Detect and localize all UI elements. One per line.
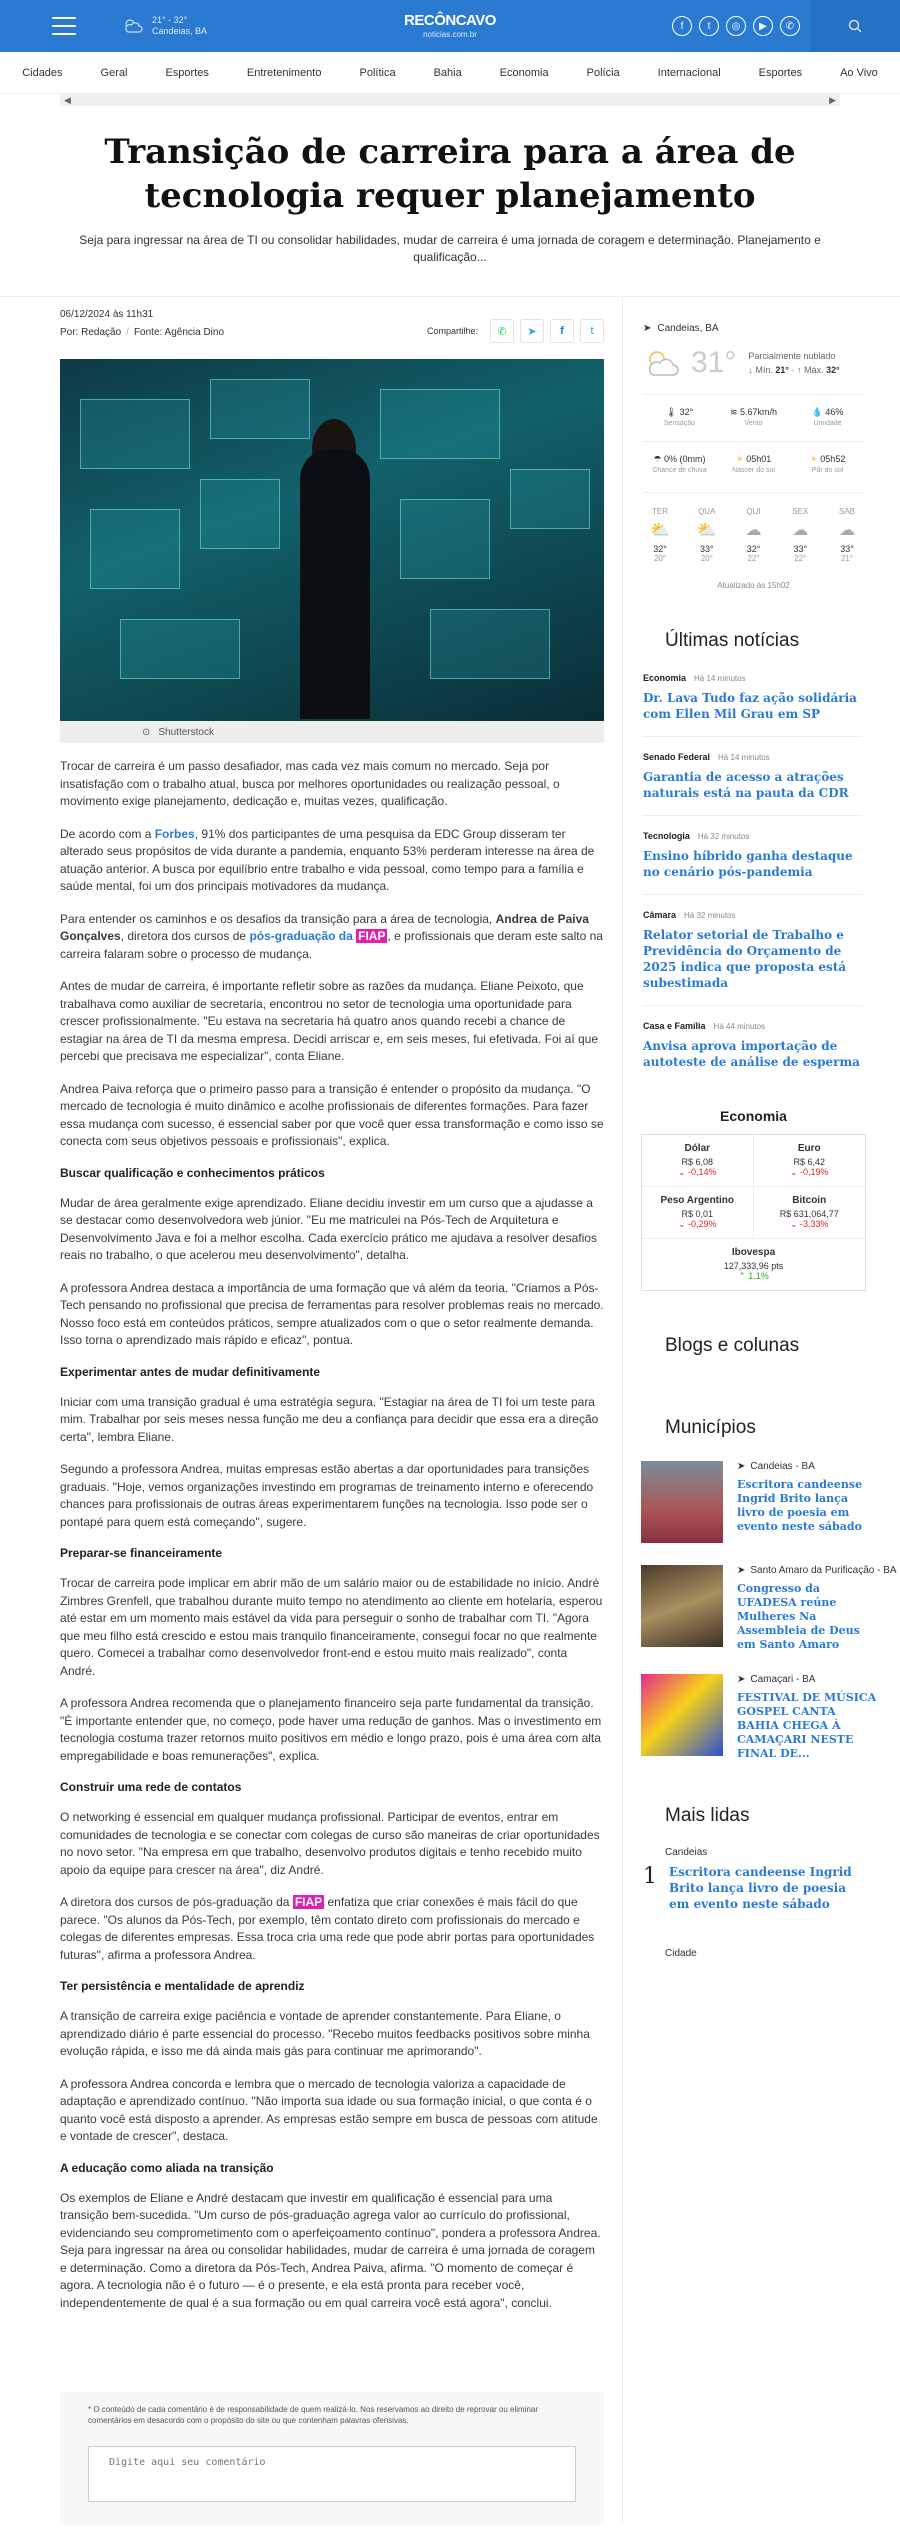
paragraph: De acordo com a Forbes, 91% dos participantes de uma pesquisa da EDC Group disseram ter alterado seus propósitos de vida durante a pandemia, enquanto 53% perderam interesse na área de atuação anterior. A busca por equilíbrio entre trabalho e vida pessoal, como tempo para a família e saúde mental, foi um dos principais motivadores da mudança. — [60, 826, 595, 893]
muni-thumb[interactable] — [641, 1461, 723, 1543]
cloud-sun-icon — [122, 18, 144, 34]
article-text — [60, 758, 604, 2312]
weather-widget — [623, 297, 900, 600]
economy-widget — [641, 1108, 866, 1291]
nav-item[interactable]: Internacional — [657, 66, 721, 79]
share-bar — [427, 319, 604, 343]
quote-ibovespa: Ibovespa 127,333,96 pts ⌃ 1.1% — [723, 1247, 784, 1281]
menu-icon[interactable] — [52, 17, 76, 35]
author-name: Redação — [81, 327, 122, 338]
section-heading: Construir uma rede de contatos — [60, 1780, 242, 1794]
news-item[interactable]: Economia Há 14 minutos Dr. Lava Tudo faz ação solidária com Ellen Mil Grau em SP — [643, 658, 862, 737]
nav-item[interactable]: Política — [359, 66, 396, 79]
paragraph: A professora Andrea destaca a importância de uma formação que vá além da teoria. "Criamos a Pós-Tech pensando no profissional que precisa de ferramentas para resolver problemas reais no mercado. Nosso foco está em conteúdos práticos, sempre atualizados com o que o setor realmente demanda. Isso torna o aprendizado mais rápido e eficaz", pontua. — [60, 1280, 604, 1347]
paragraph: A professora Andrea concorda e lembra que o mercado de tecnologia valoriza a capacidade de adaptação e aprendizado contínuo. "Não importa sua idade ou sua formação inicial, o que conta é o quanto você está disposto a aprender. As empresas estão sempre em busca de pessoas com atitude e vontade de crescer", destaca. — [60, 2076, 598, 2143]
sunrise: ☀ 05h01 Nascer do sol — [732, 454, 775, 474]
news-title[interactable]: Dr. Lava Tudo faz ação solidária com Ellen Mil Grau em SP — [643, 691, 857, 721]
image-caption — [60, 721, 604, 743]
umbrella-icon: ☂ — [653, 454, 662, 464]
paragraph: A diretora dos cursos de pós-graduação da FIAP enfatiza que criar conexões é mais fácil do que parece. "Os alunos da Pós-Tech, por exemplo, têm contato direto com profissionais do mercado e colegas de diferentes empresas. Essa troca cria uma rede que pode abrir portas para oportunidades futuras", afirma a professora Andrea. — [60, 1895, 595, 1962]
main-nav — [0, 52, 900, 94]
header-weather-temp: 21° - 32° — [152, 15, 188, 25]
news-item[interactable]: Senado Federal Há 14 minutos Garantia de acesso a atrações naturais está na pauta da CDR — [643, 737, 862, 816]
site-logo[interactable] — [404, 14, 496, 42]
scroll-left-icon[interactable]: ◀ — [64, 95, 71, 105]
top-bar — [0, 0, 900, 52]
fiap-link[interactable]: FIAP — [358, 929, 386, 943]
latest-news-list — [623, 652, 900, 1084]
most-read-title: Mais lidas — [665, 1805, 750, 1826]
hero-image — [60, 359, 604, 721]
wind: ≋ 5.67km/h Vento — [729, 407, 778, 427]
location-arrow-icon: ➤ — [737, 1461, 746, 1472]
sunset: ☀ 05h52 Pôr do sol — [809, 454, 846, 474]
most-read-city: Candeias — [665, 1847, 708, 1858]
nav-item[interactable]: Entretenimento — [246, 66, 322, 79]
section-heading: Preparar-se financeiramente — [60, 1546, 223, 1560]
whatsapp-icon[interactable]: ✆ — [780, 16, 800, 36]
paragraph: Para entender os caminhos e os desafios da transição para a área de tecnologia, Andrea de Paiva Gonçalves, diretora dos cursos de pós-graduação da FIAP , e profissionais que deram este salto na carreira falaram sobre o processo de mudança. — [60, 911, 603, 961]
nav-item[interactable]: Economia — [499, 66, 549, 79]
header-weather[interactable] — [122, 15, 207, 37]
feels-like: 🌡 32° Sensação — [663, 407, 696, 427]
caption-text: Shutterstock — [158, 726, 214, 738]
most-read-item[interactable] — [643, 1864, 862, 1912]
telegram-share-icon[interactable]: ➤ — [520, 319, 544, 343]
source-label: Fonte: — [133, 327, 163, 338]
nav-item[interactable]: Cidades — [22, 66, 63, 79]
twitter-share-icon[interactable]: t — [580, 319, 604, 343]
instagram-icon[interactable]: ◎ — [726, 16, 746, 36]
municipios-title: Municípios — [665, 1417, 756, 1438]
rain-cloud-icon: ☁ — [839, 522, 855, 539]
paragraph: Mudar de área geralmente exige aprendizado. Eliane decidiu investir em um curso que a ajudasse a se destacar como desenvolvedora web júnior. "Eu me matriculei na Pós-Tech de Arquitetura e Desenvolvimento Java e foi a melhor escolha. Cada exercício prático me ajudava a resolver desafios reais no trabalho, o que acelerou meu desenvolvimento", detalha. — [60, 1195, 597, 1262]
comments-section — [60, 2392, 604, 2525]
location-arrow-icon: ➤ — [737, 1674, 746, 1685]
blogs-title: Blogs e colunas — [665, 1335, 800, 1356]
sidebar — [622, 297, 900, 2525]
forecast-day: TER ⛅ 32° 20° — [643, 507, 677, 563]
social-links — [672, 16, 800, 36]
nav-item[interactable]: Esportes — [165, 66, 209, 79]
muni-item[interactable]: ➤ Camaçari - BA FESTIVAL DE MÚSICA GOSPEL CANTA BAHIA CHEGA À CAMAÇARI NESTE FINAL DE... — [623, 1674, 900, 1761]
facebook-icon[interactable]: f — [672, 16, 692, 36]
forecast-day: SAB ☁ 33° 21° — [830, 507, 864, 563]
news-item[interactable]: Tecnologia Há 32 minutos Ensino híbrido ganha destaque no cenário pós-pandemia — [643, 816, 862, 895]
nav-item[interactable]: Ao Vivo — [840, 66, 878, 79]
forecast-day: SEX ☁ 33° 22° — [783, 507, 817, 563]
source-name: Agência Dino — [164, 327, 225, 338]
paragraph: Iniciar com uma transição gradual é uma estratégia segura. "Estagiar na área de TI foi um teste para mim. Trabalhar por seis meses nessa função me deu a confiança para decidir que essa era a direção certa", lembra Eliane. — [60, 1394, 599, 1444]
paragraph: A transição de carreira exige paciência e vontade de aprender constantemente. Para Eliane, o aprendizado diário é parte essencial do processo. "Recebo muitos feedbacks positivos sobre minha evolução rápida, e isso me dá ainda mais gás para continuar me aprimorando". — [60, 2009, 590, 2058]
economy-title: Economia — [720, 1108, 787, 1124]
sunset-icon: ☀ — [809, 454, 818, 464]
forecast-day: QUI ☁ 32° 22° — [737, 507, 771, 563]
section-heading: Experimentar antes de mudar definitivamente — [60, 1364, 321, 1379]
logo-main: RECÔNCAVO — [404, 12, 496, 29]
whatsapp-share-icon[interactable]: ✆ — [490, 319, 514, 343]
section-heading: Ter persistência e mentalidade de aprendiz — [60, 1979, 305, 1993]
paragraph: Segundo a professora Andrea, muitas empresas estão abertas a dar oportunidades para transições graduais. "Hoje, vemos organizações investindo em programas de treinamento interno e oferecendo chances para profissionais de outras áreas experimentarem funções na tecnologia. Isso pode ser o pontapé para quem está começando", sugere. — [60, 1462, 594, 1529]
section-heading: Buscar qualificação e conhecimentos práticos — [60, 1165, 325, 1180]
muni-item[interactable]: ➤ Candeias - BA Escritora candeense Ingrid Brito lança livro de poesia em evento neste sábado — [623, 1461, 900, 1543]
article-title: Transição de carreira para a área de tecnologia requer planejamento — [104, 132, 796, 216]
logo-sub: noticias.com.br — [423, 30, 477, 39]
weather-location[interactable] — [643, 323, 864, 334]
muni-title[interactable]: FESTIVAL DE MÚSICA GOSPEL CANTA BAHIA CHEGA À CAMAÇARI NESTE FINAL DE... — [737, 1691, 877, 1760]
comment-input[interactable] — [88, 2446, 576, 2502]
sun-cloud-icon: ⛅ — [650, 522, 670, 539]
article-date: 06/12/2024 às 11h31 — [60, 309, 154, 320]
paragraph: Trocar de carreira pode implicar em abrir mão de um salário maior ou de estabilidade no início. André Zimbres Grenfell, que trabalhou durante muito tempo no atendimento ao cliente em hotelaria, esperou até estar em um momento mais estável da vida para perseguir o sonho de trabalhar com TI. "Agora que meu filho está crescido e estou mais tranquilo financeiramente, consegui focar no que realmente quero. Comecei a trabalhar como desenvolvedor front-end e estou muito mais realizado", conta André. — [60, 1576, 603, 1678]
most-read-city: Cidade — [665, 1948, 697, 1959]
rain-chance: ☂ 0% (0mm) Chance de chuva — [652, 454, 707, 474]
partly-cloudy-icon — [643, 349, 681, 377]
nav-item[interactable]: Polícia — [586, 66, 620, 79]
weather-temp: 31° — [691, 346, 737, 379]
comments-note: * O conteúdo de cada comentário é de responsabilidade de quem realizá-lo. Nos reservamos ao direito de reprovar ou eliminar comentários em desacordo com o propósito do site ou que contenham palavras ofensivas. — [88, 2405, 539, 2425]
news-title[interactable]: Ensino híbrido ganha destaque no cenário pós-pandemia — [643, 849, 853, 879]
nav-item[interactable]: Bahia — [433, 66, 462, 79]
muni-thumb[interactable] — [641, 1565, 723, 1647]
sunrise-icon: ☀ — [735, 454, 744, 464]
news-title[interactable]: Anvisa aprova importação de autoteste de análise de esperma — [643, 1039, 860, 1069]
section-heading: A educação como aliada na transição — [60, 2160, 274, 2175]
wind-icon: ≋ — [729, 407, 738, 417]
paragraph: Trocar de carreira é um passo desafiador, mas cada vez mais comum no mercado. Seja por insatisfação com o trabalho atual, busca por melhores oportunidades ou realização pessoal, o movimento exige planejamento, dedicação e, muitas vezes, qualificação. — [60, 759, 560, 808]
muni-item[interactable]: ➤ Santo Amaro da Purificação - BA Congresso da UFADESA reúne Mulheres Na Assembleia de Deus em Santo Amaro — [623, 1565, 900, 1652]
paragraph: O networking é essencial em qualquer mudança profissional. Participar de eventos, entrar em comunidades de tecnologia e se conectar com colegas de curso são maneiras de criar oportunidades no novo setor. "Na empresa em que trabalho, desenvolvo produtos digitais e tenho recebido muito apoio da equipe para crescer na área", diz André. — [60, 1810, 600, 1877]
postgrad-link[interactable]: pós-graduação da — [249, 929, 353, 943]
article-subtitle: Seja para ingressar na área de TI ou consolidar habilidades, mudar de carreira é uma jornada de coragem e determinação. Planejamento e qualificação... — [79, 233, 821, 264]
most-read-section — [623, 1805, 900, 1959]
search-icon — [848, 19, 862, 33]
twitter-icon[interactable]: t — [699, 16, 719, 36]
quote-bitcoin: Bitcoin R$ 631,064,77 ⌄ -3,33% — [754, 1187, 866, 1239]
fiap-link[interactable]: FIAP — [294, 1895, 323, 1909]
paragraph: Antes de mudar de carreira, é importante refletir sobre as razões da mudança. Eliane Peixoto, que trabalhava como auxiliar de secretaria, encontrou no setor de tecnologia uma oportunidade para crescer profissionalmente. "Eu estava na secretaria há quatro anos quando recebi a chance de estagiar na área de TI da mesma empresa. Decidi arriscar e, em seis meses, fui efetivada. Foi aí que percebi que precisava me especializar", conta Eliane. — [60, 979, 599, 1063]
rain-cloud-icon: ☁ — [792, 522, 809, 539]
sun-cloud-icon: ⛅ — [696, 522, 717, 539]
location-arrow-icon: ➤ — [643, 323, 652, 334]
news-title[interactable]: Garantia de acesso a atrações naturais está na pauta da CDR — [643, 770, 849, 800]
most-read-rank: 1 — [643, 1864, 657, 1889]
thermometer-icon: 🌡 — [665, 407, 678, 417]
muni-thumb[interactable] — [641, 1674, 723, 1756]
forbes-link[interactable]: Forbes — [154, 826, 195, 841]
nav-item[interactable]: Esportes — [758, 66, 803, 79]
humidity: 💧 46% Umidade — [811, 407, 844, 427]
youtube-icon[interactable]: ▶ — [753, 16, 773, 36]
news-item[interactable]: Câmara Há 32 minutos Relator setorial de Trabalho e Previdência do Orçamento de 2025 indica que proposta está subestimada — [643, 895, 862, 1006]
weather-forecast — [643, 492, 864, 563]
news-title[interactable]: Relator setorial de Trabalho e Previdência do Orçamento de 2025 indica que proposta está subestimada — [643, 928, 847, 990]
search-button[interactable] — [810, 0, 900, 52]
municipios-section — [623, 1417, 900, 1761]
camera-icon: ⊙ — [142, 726, 151, 738]
article-header — [0, 106, 900, 266]
article-byline: Por: Redação / Fonte: Agência Dino — [60, 327, 225, 338]
weather-desc: Parcialmente nublado — [748, 351, 836, 361]
quote-dolar: Dólar R$ 6,08 ⌄ -0,14% — [642, 1135, 754, 1187]
article-meta — [60, 309, 604, 345]
header-weather-city: Candeias, BA — [152, 26, 208, 36]
most-read-title-link[interactable]: Escritora candeense Ingrid Brito lança livro de poesia em evento neste sábado — [669, 1865, 852, 1911]
main-content — [0, 296, 900, 2525]
scroll-right-icon[interactable]: ▶ — [829, 95, 836, 105]
weather-city: Candeias, BA — [657, 323, 719, 334]
muni-title[interactable]: Escritora candeense Ingrid Brito lança livro de poesia em evento neste sábado — [737, 1478, 863, 1533]
author-label: Por: — [60, 327, 79, 338]
nav-item[interactable]: Geral — [100, 66, 128, 79]
quote-peso: Peso Argentino R$ 0,01 ⌄ -0,29% — [642, 1187, 754, 1239]
droplet-icon: 💧 — [811, 407, 823, 417]
paragraph: A professora Andrea recomenda que o planejamento financeiro seja parte fundamental da transição. "É importante entender que, no começo, pode haver uma redução de ganhos. Mas o investimento em tecnologia costuma trazer retornos muito positivos em médio e longo prazo, pois é uma área com alta empregabilidade e boas remunerações", explica. — [60, 1696, 602, 1763]
location-arrow-icon: ➤ — [737, 1565, 746, 1576]
share-label: Compartilhe: — [426, 326, 478, 336]
muni-title[interactable]: Congresso da UFADESA reúne Mulheres Na Assembleia de Deus em Santo Amaro — [737, 1582, 860, 1651]
forecast-day: QUA ⛅ 33° 20° — [690, 507, 724, 563]
weather-minmax: ↓ Mín. 21° · ↑ Máx. 32° — [748, 365, 840, 375]
weather-updated: Atualizado às 15h02 — [717, 581, 790, 590]
paragraph: Andrea Paiva reforça que o primeiro passo para a transição é entender o propósito da mudança. "O mercado de tecnologia é muito dinâmico e acolhe profissionais de diferentes formações. Para fazer essa mudança com sucesso, é essencial saber por que você quer essa transformação e como isso se conecta com seus objetivos pessoais e profissionais", explica. — [60, 1081, 604, 1148]
rain-cloud-icon: ☁ — [745, 522, 762, 539]
latest-news-title: Últimas notícias — [665, 630, 800, 651]
facebook-share-icon[interactable]: f — [550, 319, 574, 343]
paragraph: Os exemplos de Eliane e André destacam que investir em qualificação é essencial para uma transição bem-sucedida. "Um curso de pós-graduação agrega valor ao currículo do profissional, evidenciando seu comprometimento com o aperfeiçoamento contínuo", pondera a professora Andrea. Seja para ingressar na área ou consolidar habilidades, mudar de carreira é uma jornada de coragem e determinação. Como a diretora da Pós-Tech, Andrea Paiva, afirma. "O momento de começar é agora. A tecnologia não é o futuro — é o presente, e ela está pronta para receber você, independentemente de qual é a sua formação ou em qual carreira você está agora", conclui. — [60, 2190, 601, 2310]
quote-euro: Euro R$ 6,42 ⌄ -0,19% — [754, 1135, 866, 1187]
nav-scrollbar[interactable] — [60, 94, 840, 106]
news-item[interactable]: Casa e Família Há 44 minutos Anvisa aprova importação de autoteste de análise de esperma — [643, 1006, 862, 1084]
article-body — [0, 297, 622, 2525]
